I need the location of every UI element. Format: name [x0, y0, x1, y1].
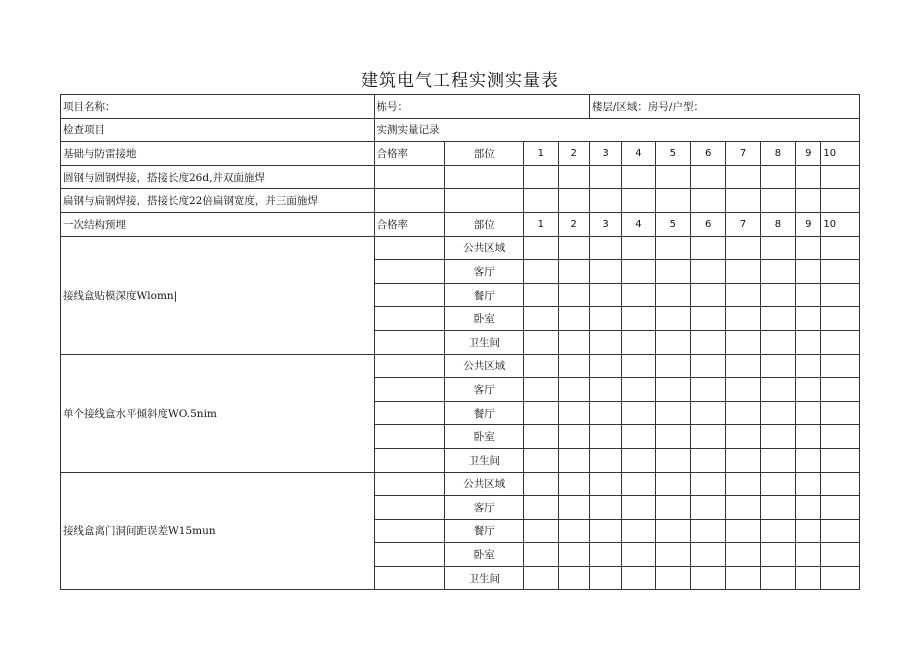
room-label: 餐厅 — [445, 401, 524, 425]
measure-value-cell[interactable] — [690, 165, 725, 189]
inspection-item-label: 单个接线盒水平倾斜度WO.5nim — [61, 354, 375, 472]
measure-value-cell[interactable] — [690, 519, 725, 543]
pass-rate-cell[interactable] — [374, 165, 445, 189]
measure-value-cell[interactable] — [821, 472, 860, 496]
measure-value-cell[interactable] — [524, 189, 558, 213]
measure-value-cell[interactable] — [690, 543, 725, 567]
measure-value-cell[interactable] — [655, 425, 690, 449]
measure-value-cell[interactable] — [726, 354, 760, 378]
measure-value-cell[interactable] — [796, 378, 821, 402]
inspection-item-label: 扁钢与扁钢焊接，搭接长度22倍扁钢宽度，并三面施焊 — [61, 189, 375, 213]
measure-value-cell[interactable] — [690, 236, 725, 260]
inspection-item-label: 接线盒离门洞间距误差W15mun — [61, 472, 375, 590]
measure-value-cell[interactable] — [796, 260, 821, 284]
measure-value-cell[interactable] — [589, 236, 621, 260]
measure-value-cell[interactable] — [690, 448, 725, 472]
room-measure-row — [61, 236, 860, 260]
pass-rate-cell[interactable] — [374, 543, 445, 567]
measure-value-cell[interactable] — [760, 566, 795, 590]
measure-value-cell[interactable] — [655, 283, 690, 307]
measure-value-cell[interactable] — [760, 189, 795, 213]
measure-value-cell[interactable] — [726, 472, 760, 496]
measure-point-number: 3 — [589, 142, 621, 166]
measure-value-cell[interactable] — [589, 165, 621, 189]
measure-value-cell[interactable] — [726, 566, 760, 590]
measure-value-cell[interactable] — [558, 260, 589, 284]
measure-value-cell[interactable] — [524, 236, 558, 260]
measure-point-number: 7 — [726, 212, 760, 236]
pass-rate-cell[interactable] — [374, 330, 445, 354]
measure-value-cell[interactable] — [655, 307, 690, 331]
measure-value-cell[interactable] — [524, 496, 558, 520]
pass-rate-cell[interactable] — [374, 283, 445, 307]
measure-value-cell[interactable] — [726, 519, 760, 543]
room-label: 卫生间 — [445, 330, 524, 354]
measure-value-cell[interactable] — [821, 307, 860, 331]
measure-value-cell[interactable] — [760, 260, 795, 284]
measure-value-cell[interactable] — [821, 519, 860, 543]
pass-rate-cell[interactable] — [374, 236, 445, 260]
measure-value-cell[interactable] — [655, 354, 690, 378]
measure-value-cell[interactable] — [796, 566, 821, 590]
measure-value-cell[interactable] — [690, 378, 725, 402]
measure-value-cell[interactable] — [558, 401, 589, 425]
header-row — [61, 95, 860, 119]
measure-value-cell[interactable] — [655, 566, 690, 590]
measure-value-cell[interactable] — [821, 354, 860, 378]
measure-value-cell[interactable] — [655, 543, 690, 567]
measure-value-cell[interactable] — [589, 378, 621, 402]
measure-value-cell[interactable] — [796, 519, 821, 543]
measure-value-cell[interactable] — [589, 566, 621, 590]
measure-value-cell[interactable] — [760, 543, 795, 567]
building-number-cell[interactable]: 栋号： — [374, 95, 589, 119]
measure-value-cell[interactable] — [622, 236, 655, 260]
measure-value-cell[interactable] — [622, 496, 655, 520]
measure-point-number: 8 — [760, 142, 795, 166]
measure-value-cell[interactable] — [524, 330, 558, 354]
measure-value-cell[interactable] — [655, 401, 690, 425]
measure-value-cell[interactable] — [524, 401, 558, 425]
measure-point-number: 2 — [558, 212, 589, 236]
measure-value-cell[interactable] — [821, 378, 860, 402]
measure-value-cell[interactable] — [655, 330, 690, 354]
measure-value-cell[interactable] — [558, 472, 589, 496]
position-label: 部位 — [445, 212, 524, 236]
measure-point-number: 4 — [622, 142, 655, 166]
measure-value-cell[interactable] — [726, 189, 760, 213]
position-cell[interactable] — [445, 165, 524, 189]
measure-value-cell[interactable] — [622, 448, 655, 472]
measure-point-number: 2 — [558, 142, 589, 166]
measure-value-cell[interactable] — [655, 519, 690, 543]
inspection-item-row — [61, 189, 860, 213]
measure-value-cell[interactable] — [796, 330, 821, 354]
measure-value-cell[interactable] — [558, 425, 589, 449]
measure-value-cell[interactable] — [558, 236, 589, 260]
measure-value-cell[interactable] — [622, 260, 655, 284]
page-title: 建筑电气工程实测实量表 — [361, 71, 559, 91]
measure-value-cell[interactable] — [821, 496, 860, 520]
measure-value-cell[interactable] — [726, 543, 760, 567]
measure-value-cell[interactable] — [589, 354, 621, 378]
measure-value-cell[interactable] — [796, 401, 821, 425]
measure-value-cell[interactable] — [524, 425, 558, 449]
measure-value-cell[interactable] — [821, 165, 860, 189]
measure-value-cell[interactable] — [655, 448, 690, 472]
measure-value-cell[interactable] — [796, 165, 821, 189]
measure-value-cell[interactable] — [589, 519, 621, 543]
measure-value-cell[interactable] — [589, 189, 621, 213]
measure-point-number: 1 — [524, 142, 558, 166]
pass-rate-cell[interactable] — [374, 354, 445, 378]
measurement-record-label: 实测实量记录 — [374, 118, 860, 142]
pass-rate-cell[interactable] — [374, 378, 445, 402]
measure-value-cell[interactable] — [690, 566, 725, 590]
measure-value-cell[interactable] — [796, 496, 821, 520]
pass-rate-cell[interactable] — [374, 260, 445, 284]
position-cell[interactable] — [445, 189, 524, 213]
room-label: 餐厅 — [445, 283, 524, 307]
measure-value-cell[interactable] — [690, 260, 725, 284]
measure-value-cell[interactable] — [760, 519, 795, 543]
measure-value-cell[interactable] — [589, 260, 621, 284]
measure-value-cell[interactable] — [589, 283, 621, 307]
measure-value-cell[interactable] — [655, 378, 690, 402]
measure-value-cell[interactable] — [821, 189, 860, 213]
measure-value-cell[interactable] — [558, 330, 589, 354]
measure-value-cell[interactable] — [821, 236, 860, 260]
measure-value-cell[interactable] — [690, 307, 725, 331]
inspection-row — [61, 118, 860, 142]
measure-value-cell[interactable] — [655, 165, 690, 189]
measure-value-cell[interactable] — [622, 401, 655, 425]
measure-value-cell[interactable] — [760, 354, 795, 378]
pass-rate-cell[interactable] — [374, 401, 445, 425]
room-label: 客厅 — [445, 496, 524, 520]
pass-rate-cell[interactable] — [374, 189, 445, 213]
room-label: 卧室 — [445, 543, 524, 567]
measure-value-cell[interactable] — [726, 378, 760, 402]
measure-value-cell[interactable] — [796, 307, 821, 331]
measure-value-cell[interactable] — [655, 472, 690, 496]
measure-value-cell[interactable] — [796, 189, 821, 213]
measure-value-cell[interactable] — [690, 354, 725, 378]
measure-value-cell[interactable] — [821, 283, 860, 307]
inspection-item-label: 圆钢与圆钢焊接，搭接长度26d,并双面施焊 — [61, 165, 375, 189]
measure-value-cell[interactable] — [726, 330, 760, 354]
measure-value-cell[interactable] — [726, 307, 760, 331]
room-label: 卫生间 — [445, 448, 524, 472]
measure-value-cell[interactable] — [622, 283, 655, 307]
measure-value-cell[interactable] — [524, 260, 558, 284]
measure-value-cell[interactable] — [622, 566, 655, 590]
measure-value-cell[interactable] — [821, 543, 860, 567]
measure-value-cell[interactable] — [558, 307, 589, 331]
measure-value-cell[interactable] — [524, 165, 558, 189]
measure-point-number: 1 — [524, 212, 558, 236]
measure-value-cell[interactable] — [726, 448, 760, 472]
measure-point-number: 6 — [690, 142, 725, 166]
pass-rate-cell[interactable] — [374, 519, 445, 543]
measure-value-cell[interactable] — [524, 543, 558, 567]
measure-value-cell[interactable] — [622, 165, 655, 189]
position-label: 部位 — [445, 142, 524, 166]
section-name: 基础与防雷接地 — [61, 142, 375, 166]
measure-value-cell[interactable] — [655, 496, 690, 520]
measure-value-cell[interactable] — [760, 378, 795, 402]
measure-value-cell[interactable] — [655, 189, 690, 213]
inspection-item-row — [61, 165, 860, 189]
measurement-table — [60, 94, 860, 590]
pass-rate-cell[interactable] — [374, 496, 445, 520]
measure-value-cell[interactable] — [524, 472, 558, 496]
measure-value-cell[interactable] — [524, 519, 558, 543]
measure-value-cell[interactable] — [589, 425, 621, 449]
inspection-item-label: 接线盒贴模深度Wlomn| — [61, 236, 375, 354]
measure-value-cell[interactable] — [524, 354, 558, 378]
pass-rate-cell[interactable] — [374, 448, 445, 472]
measure-value-cell[interactable] — [690, 330, 725, 354]
measure-value-cell[interactable] — [558, 519, 589, 543]
section-header-row — [61, 142, 860, 166]
measure-value-cell[interactable] — [821, 425, 860, 449]
measure-value-cell[interactable] — [690, 496, 725, 520]
room-label: 卧室 — [445, 425, 524, 449]
measure-point-number: 4 — [622, 212, 655, 236]
measure-value-cell[interactable] — [622, 307, 655, 331]
measure-value-cell[interactable] — [589, 401, 621, 425]
inspection-item-label: 检查项目 — [61, 118, 375, 142]
measure-value-cell[interactable] — [821, 566, 860, 590]
measure-value-cell[interactable] — [726, 401, 760, 425]
measure-value-cell[interactable] — [726, 283, 760, 307]
measure-point-number: 5 — [655, 212, 690, 236]
measure-value-cell[interactable] — [558, 283, 589, 307]
measure-value-cell[interactable] — [690, 401, 725, 425]
measure-value-cell[interactable] — [760, 425, 795, 449]
pass-rate-cell[interactable] — [374, 307, 445, 331]
room-label: 公共区域 — [445, 472, 524, 496]
measure-value-cell[interactable] — [622, 425, 655, 449]
measure-value-cell[interactable] — [524, 283, 558, 307]
measure-value-cell[interactable] — [524, 378, 558, 402]
measure-point-number: 7 — [726, 142, 760, 166]
measure-value-cell[interactable] — [760, 401, 795, 425]
measure-value-cell[interactable] — [796, 448, 821, 472]
measure-value-cell[interactable] — [558, 378, 589, 402]
measure-value-cell[interactable] — [589, 307, 621, 331]
measure-value-cell[interactable] — [760, 307, 795, 331]
measure-point-number: 9 — [796, 142, 821, 166]
measure-point-number: 10 — [821, 212, 860, 236]
measure-value-cell[interactable] — [760, 283, 795, 307]
measure-value-cell[interactable] — [760, 165, 795, 189]
room-measure-row — [61, 472, 860, 496]
measure-value-cell[interactable] — [726, 236, 760, 260]
measure-value-cell[interactable] — [760, 330, 795, 354]
measure-value-cell[interactable] — [690, 189, 725, 213]
measure-value-cell[interactable] — [558, 354, 589, 378]
measure-value-cell[interactable] — [524, 307, 558, 331]
measure-point-number: 8 — [760, 212, 795, 236]
measure-value-cell[interactable] — [524, 566, 558, 590]
measure-value-cell[interactable] — [589, 472, 621, 496]
measure-value-cell[interactable] — [821, 448, 860, 472]
room-label: 客厅 — [445, 378, 524, 402]
floor-room-cell[interactable]: 楼层/区域：房号/户型： — [589, 95, 859, 119]
measure-value-cell[interactable] — [558, 566, 589, 590]
measure-point-number: 5 — [655, 142, 690, 166]
measure-value-cell[interactable] — [690, 283, 725, 307]
measure-value-cell[interactable] — [796, 236, 821, 260]
measure-value-cell[interactable] — [622, 330, 655, 354]
measure-value-cell[interactable] — [558, 189, 589, 213]
section-name: 一次结构预埋 — [61, 212, 375, 236]
room-label: 餐厅 — [445, 519, 524, 543]
measure-value-cell[interactable] — [760, 448, 795, 472]
room-label: 公共区域 — [445, 236, 524, 260]
measure-value-cell[interactable] — [690, 472, 725, 496]
measure-value-cell[interactable] — [558, 543, 589, 567]
project-name-cell[interactable]: 项目名称： — [61, 95, 375, 119]
measure-point-number: 6 — [690, 212, 725, 236]
measure-value-cell[interactable] — [760, 236, 795, 260]
measure-value-cell[interactable] — [589, 448, 621, 472]
measure-value-cell[interactable] — [558, 165, 589, 189]
measure-value-cell[interactable] — [622, 189, 655, 213]
pass-rate-label: 合格率 — [374, 142, 445, 166]
measure-value-cell[interactable] — [655, 260, 690, 284]
room-label: 客厅 — [445, 260, 524, 284]
measure-value-cell[interactable] — [726, 165, 760, 189]
measure-point-number: 9 — [796, 212, 821, 236]
measure-point-number: 10 — [821, 142, 860, 166]
measure-value-cell[interactable] — [558, 448, 589, 472]
room-label: 公共区域 — [445, 354, 524, 378]
pass-rate-label: 合格率 — [374, 212, 445, 236]
measure-value-cell[interactable] — [655, 236, 690, 260]
measure-value-cell[interactable] — [760, 496, 795, 520]
measure-point-number: 3 — [589, 212, 621, 236]
measure-value-cell[interactable] — [796, 472, 821, 496]
room-label: 卧室 — [445, 307, 524, 331]
pass-rate-cell[interactable] — [374, 425, 445, 449]
measure-value-cell[interactable] — [796, 354, 821, 378]
room-measure-row — [61, 354, 860, 378]
measure-value-cell[interactable] — [821, 330, 860, 354]
measure-value-cell[interactable] — [726, 496, 760, 520]
measure-value-cell[interactable] — [622, 378, 655, 402]
measure-value-cell[interactable] — [821, 260, 860, 284]
pass-rate-cell[interactable] — [374, 472, 445, 496]
measure-value-cell[interactable] — [622, 519, 655, 543]
measure-value-cell[interactable] — [524, 448, 558, 472]
room-label: 卫生间 — [445, 566, 524, 590]
measure-value-cell[interactable] — [796, 543, 821, 567]
measure-value-cell[interactable] — [796, 425, 821, 449]
measure-value-cell[interactable] — [796, 283, 821, 307]
measure-value-cell[interactable] — [589, 330, 621, 354]
measure-value-cell[interactable] — [726, 260, 760, 284]
measure-value-cell[interactable] — [589, 496, 621, 520]
measure-value-cell[interactable] — [558, 496, 589, 520]
measure-value-cell[interactable] — [589, 543, 621, 567]
measure-value-cell[interactable] — [622, 543, 655, 567]
measure-value-cell[interactable] — [760, 472, 795, 496]
measure-value-cell[interactable] — [821, 401, 860, 425]
measure-value-cell[interactable] — [622, 472, 655, 496]
measure-value-cell[interactable] — [726, 425, 760, 449]
measure-value-cell[interactable] — [690, 425, 725, 449]
section-header-row — [61, 212, 860, 236]
pass-rate-cell[interactable] — [374, 566, 445, 590]
measure-value-cell[interactable] — [622, 354, 655, 378]
